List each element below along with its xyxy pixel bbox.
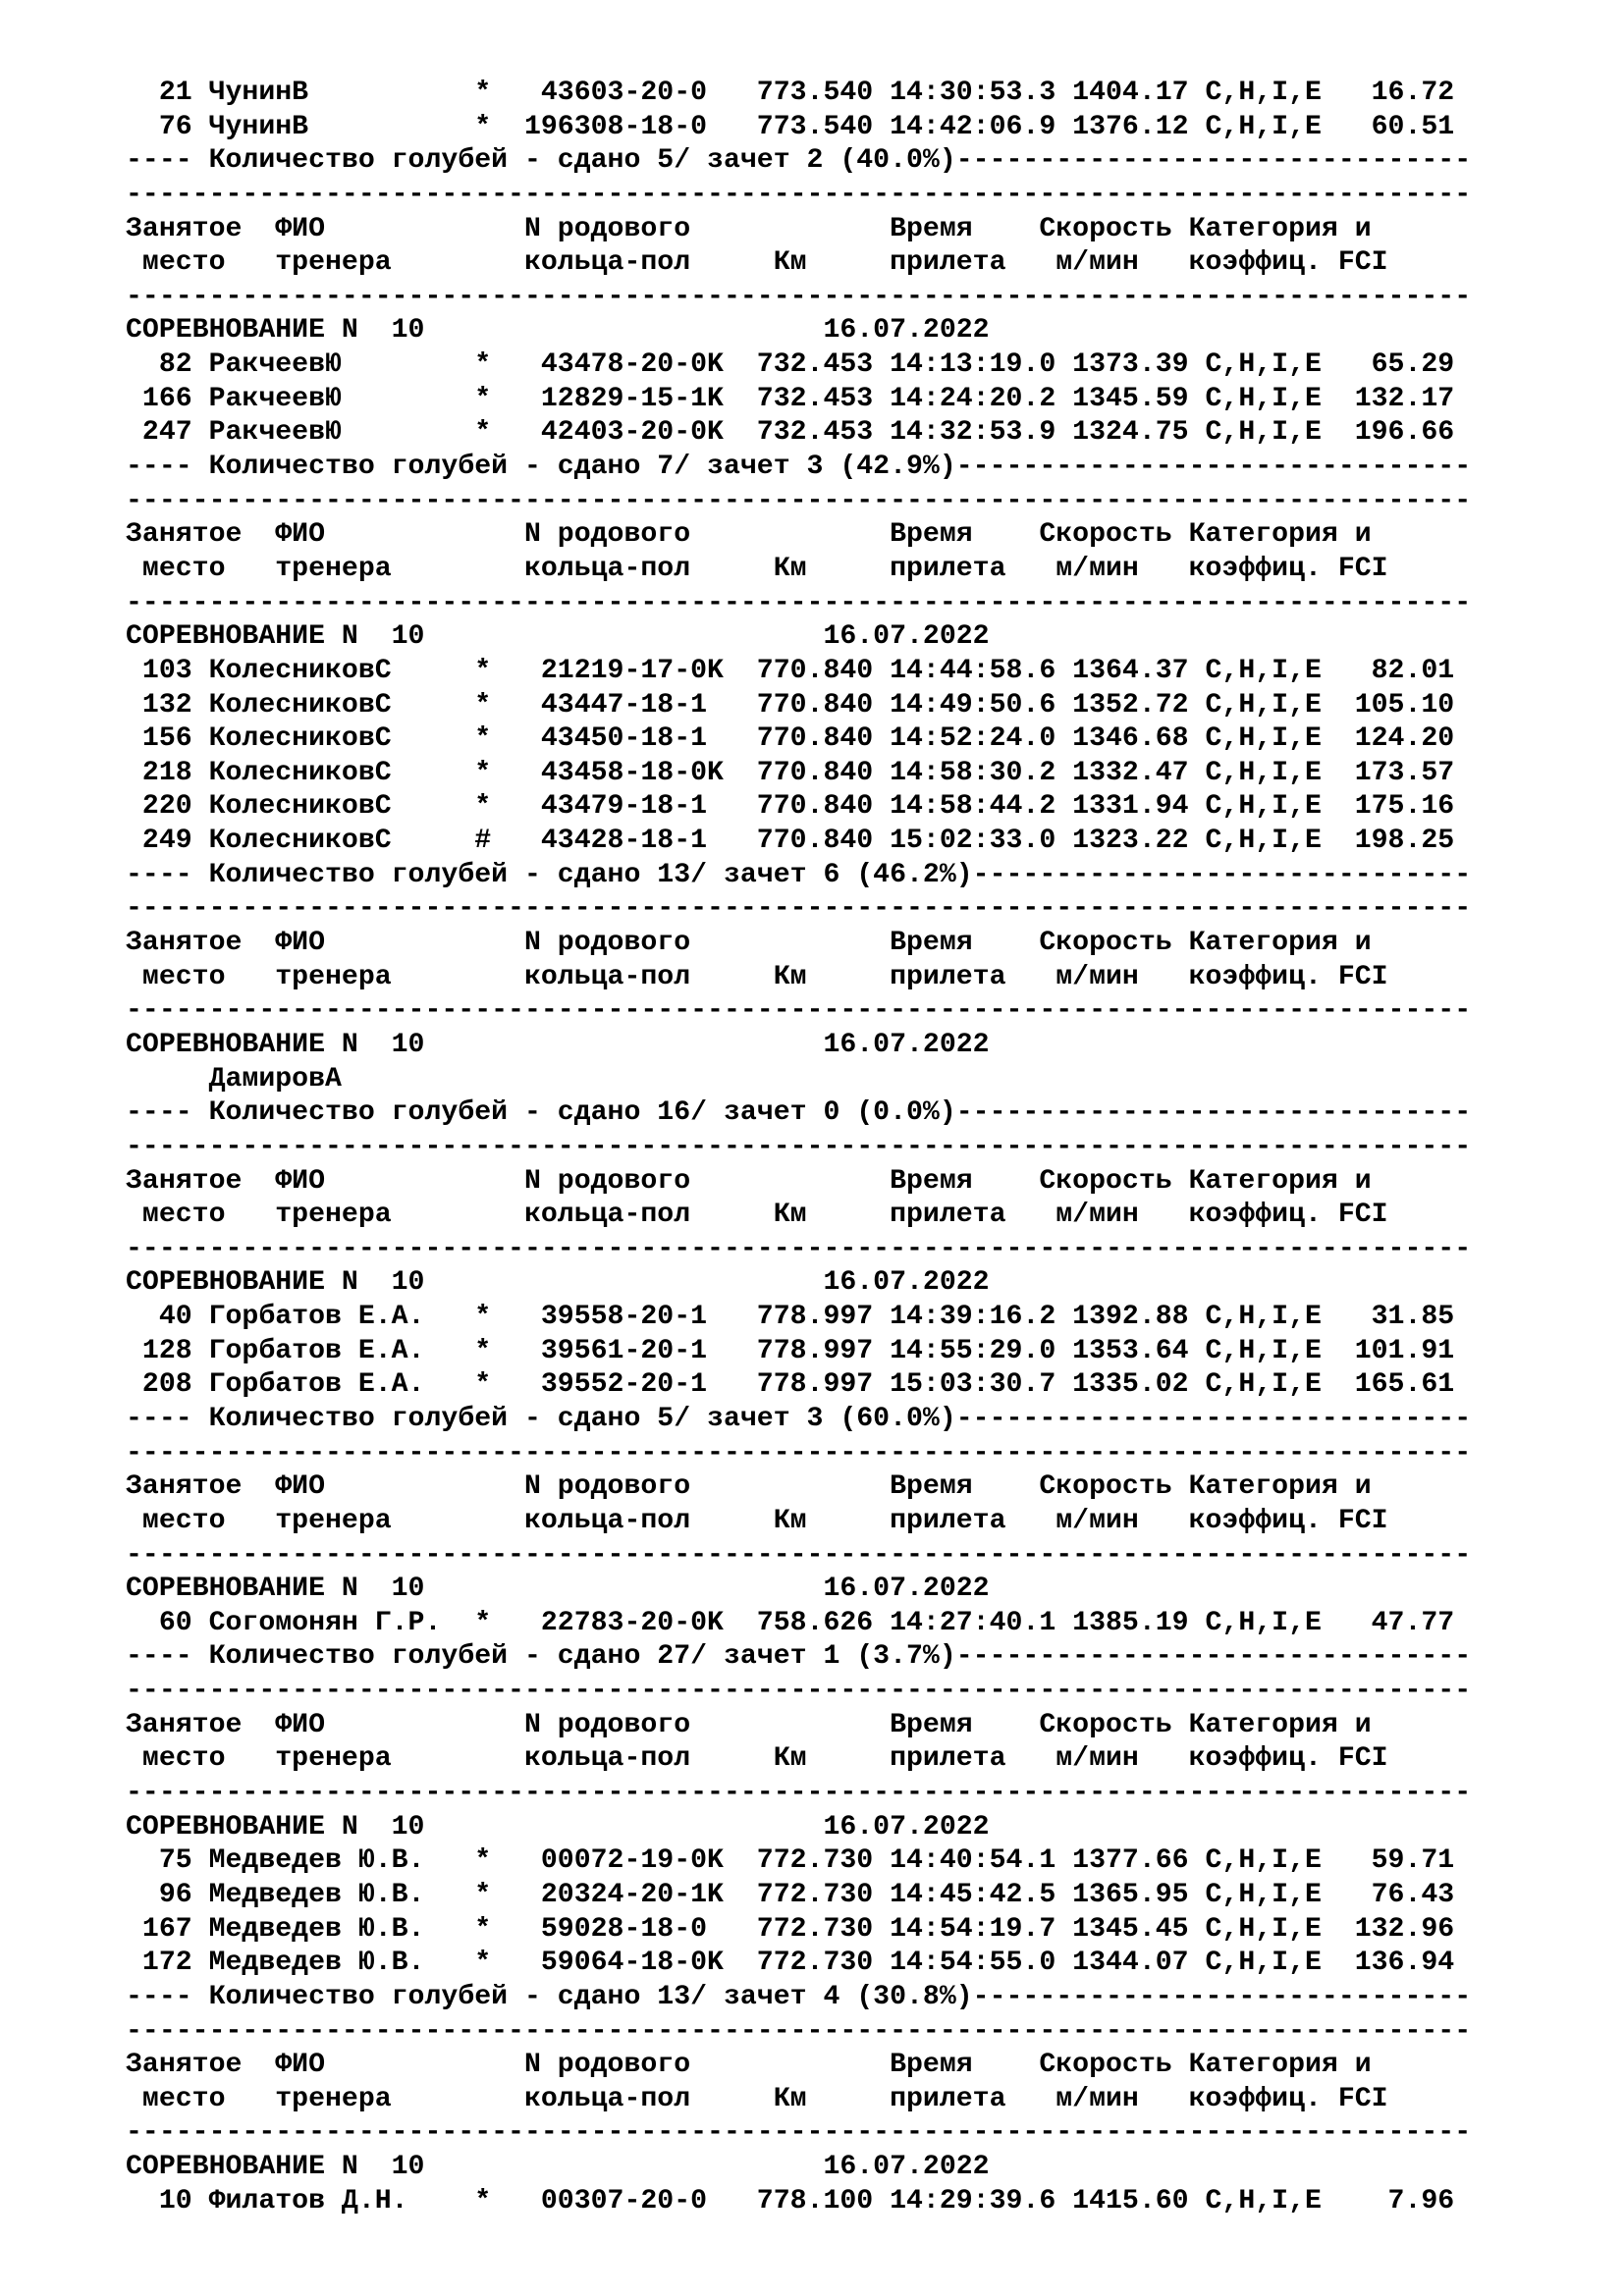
result-row: 208 Горбатов Е.А. * 39552-20-1 778.997 15:03:30.7 1335.02 C,H,I,E 165.61 bbox=[126, 1369, 1455, 1401]
competition-header-line: СОРЕВНОВАНИЕ N 10 16.07.2022 bbox=[126, 315, 990, 347]
result-row: 247 РакчеевЮ * 42403-20-0K 732.453 14:32:53.9 1324.75 C,H,I,E 196.66 bbox=[126, 417, 1455, 449]
separator-line: --------------------------------------------------------------------------------- bbox=[126, 2015, 1472, 2047]
summary-line: ---- Количество голубей - сдано 5/ зачет 3 (60.0%)------------------------------- bbox=[126, 1403, 1472, 1434]
text-line: ДамировА bbox=[126, 1063, 342, 1095]
competition-header-line: СОРЕВНОВАНИЕ N 10 16.07.2022 bbox=[126, 1267, 990, 1299]
column-header-line: Занятое ФИО N родового Время Скорость Категория и bbox=[126, 2050, 1372, 2081]
separator-line: --------------------------------------------------------------------------------- bbox=[126, 281, 1472, 312]
result-row: 40 Горбатов Е.А. * 39558-20-1 778.997 14:39:16.2 1392.88 C,H,I,E 31.85 bbox=[126, 1302, 1455, 1333]
separator-line: --------------------------------------------------------------------------------- bbox=[126, 1437, 1472, 1468]
result-row: 167 Медведев Ю.В. * 59028-18-0 772.730 14:54:19.7 1345.45 C,H,I,E 132.96 bbox=[126, 1913, 1455, 1945]
result-row: 218 КолесниковС * 43458-18-0K 770.840 14:58:30.2 1332.47 C,H,I,E 173.57 bbox=[126, 757, 1455, 788]
result-row: 10 Филатов Д.Н. * 00307-20-0 778.100 14:29:39.6 1415.60 C,H,I,E 7.96 bbox=[126, 2185, 1455, 2216]
column-header-line: место тренера кольца-пол Км прилета м/мин коэффиц. FCI bbox=[126, 247, 1388, 279]
column-header-line: место тренера кольца-пол Км прилета м/мин коэффиц. FCI bbox=[126, 1505, 1388, 1536]
separator-line: --------------------------------------------------------------------------------- bbox=[126, 1131, 1472, 1162]
result-row: 21 ЧунинВ * 43603-20-0 773.540 14:30:53.3 1404.17 C,H,I,E 16.72 bbox=[126, 78, 1455, 108]
separator-line: --------------------------------------------------------------------------------- bbox=[126, 1539, 1472, 1571]
result-row: 220 КолесниковС * 43479-18-1 770.840 14:58:44.2 1331.94 C,H,I,E 175.16 bbox=[126, 791, 1455, 823]
competition-header-line: СОРЕВНОВАНИЕ N 10 16.07.2022 bbox=[126, 621, 990, 653]
result-row: 60 Согомонян Г.Р. * 22783-20-0K 758.626 14:27:40.1 1385.19 C,H,I,E 47.77 bbox=[126, 1607, 1455, 1638]
result-row: 172 Медведев Ю.В. * 59064-18-0K 772.730 14:54:55.0 1344.07 C,H,I,E 136.94 bbox=[126, 1948, 1455, 1979]
column-header-line: место тренера кольца-пол Км прилета м/мин коэффиц. FCI bbox=[126, 1200, 1388, 1231]
results-printout bbox=[126, 77, 1471, 2218]
result-row: 249 КолесниковС # 43428-18-1 770.840 15:02:33.0 1323.22 C,H,I,E 198.25 bbox=[126, 826, 1455, 857]
separator-line: --------------------------------------------------------------------------------- bbox=[126, 893, 1472, 925]
result-row: 82 РакчеевЮ * 43478-20-0K 732.453 14:13:19.0 1373.39 C,H,I,E 65.29 bbox=[126, 349, 1455, 381]
separator-line: --------------------------------------------------------------------------------- bbox=[126, 587, 1472, 618]
summary-line: ---- Количество голубей - сдано 13/ зачет 6 (46.2%)------------------------------ bbox=[126, 859, 1472, 890]
result-row: 76 ЧунинВ * 196308-18-0 773.540 14:42:06.9 1376.12 C,H,I,E 60.51 bbox=[126, 111, 1455, 142]
column-header-line: место тренера кольца-пол Км прилета м/мин коэффиц. FCI bbox=[126, 553, 1388, 584]
summary-line: ---- Количество голубей - сдано 5/ зачет 2 (40.0%)------------------------------- bbox=[126, 145, 1472, 177]
competition-header-line: СОРЕВНОВАНИЕ N 10 16.07.2022 bbox=[126, 1574, 990, 1605]
result-row: 103 КолесниковС * 21219-17-0K 770.840 14:44:58.6 1364.37 C,H,I,E 82.01 bbox=[126, 655, 1455, 686]
column-header-line: место тренера кольца-пол Км прилета м/мин коэффиц. FCI bbox=[126, 961, 1388, 992]
column-header-line: Занятое ФИО N родового Время Скорость Категория и bbox=[126, 213, 1372, 244]
summary-line: ---- Количество голубей - сдано 16/ зачет 0 (0.0%)------------------------------- bbox=[126, 1097, 1472, 1129]
separator-line: --------------------------------------------------------------------------------- bbox=[126, 179, 1472, 210]
column-header-line: Занятое ФИО N родового Время Скорость Категория и bbox=[126, 1165, 1372, 1197]
separator-line: --------------------------------------------------------------------------------- bbox=[126, 2117, 1472, 2149]
separator-line: --------------------------------------------------------------------------------- bbox=[126, 1233, 1472, 1264]
separator-line: --------------------------------------------------------------------------------- bbox=[126, 1676, 1472, 1707]
column-header-line: место тренера кольца-пол Км прилета м/мин коэффиц. FCI bbox=[126, 1743, 1388, 1775]
competition-header-line: СОРЕВНОВАНИЕ N 10 16.07.2022 bbox=[126, 1029, 990, 1060]
separator-line: --------------------------------------------------------------------------------- bbox=[126, 1778, 1472, 1809]
result-row: 128 Горбатов Е.А. * 39561-20-1 778.997 14:55:29.0 1353.64 C,H,I,E 101.91 bbox=[126, 1335, 1455, 1366]
column-header-line: место тренера кольца-пол Км прилета м/мин коэффиц. FCI bbox=[126, 2083, 1388, 2114]
result-row: 156 КолесниковС * 43450-18-1 770.840 14:52:24.0 1346.68 C,H,I,E 124.20 bbox=[126, 723, 1455, 755]
competition-header-line: СОРЕВНОВАНИЕ N 10 16.07.2022 bbox=[126, 1811, 990, 1842]
separator-line: --------------------------------------------------------------------------------- bbox=[126, 485, 1472, 516]
column-header-line: Занятое ФИО N родового Время Скорость Категория и bbox=[126, 928, 1372, 959]
column-header-line: Занятое ФИО N родового Время Скорость Категория и bbox=[126, 1471, 1372, 1503]
column-header-line: Занятое ФИО N родового Время Скорость Категория и bbox=[126, 519, 1372, 551]
result-row: 166 РакчеевЮ * 12829-15-1K 732.453 14:24:20.2 1345.59 C,H,I,E 132.17 bbox=[126, 383, 1455, 414]
summary-line: ---- Количество голубей - сдано 7/ зачет 3 (42.9%)------------------------------- bbox=[126, 452, 1472, 483]
separator-line: --------------------------------------------------------------------------------- bbox=[126, 995, 1472, 1027]
competition-header-line: СОРЕВНОВАНИЕ N 10 16.07.2022 bbox=[126, 2152, 990, 2183]
column-header-line: Занятое ФИО N родового Время Скорость Категория и bbox=[126, 1709, 1372, 1740]
result-row: 96 Медведев Ю.В. * 20324-20-1K 772.730 14:45:42.5 1365.95 C,H,I,E 76.43 bbox=[126, 1879, 1455, 1910]
summary-line: ---- Количество голубей - сдано 13/ зачет 4 (30.8%)------------------------------ bbox=[126, 1981, 1472, 2012]
result-row: 75 Медведев Ю.В. * 00072-19-0K 772.730 14:40:54.1 1377.66 C,H,I,E 59.71 bbox=[126, 1845, 1455, 1877]
summary-line: ---- Количество голубей - сдано 27/ зачет 1 (3.7%)------------------------------- bbox=[126, 1641, 1472, 1673]
result-row: 132 КолесниковС * 43447-18-1 770.840 14:49:50.6 1352.72 C,H,I,E 105.10 bbox=[126, 689, 1455, 721]
